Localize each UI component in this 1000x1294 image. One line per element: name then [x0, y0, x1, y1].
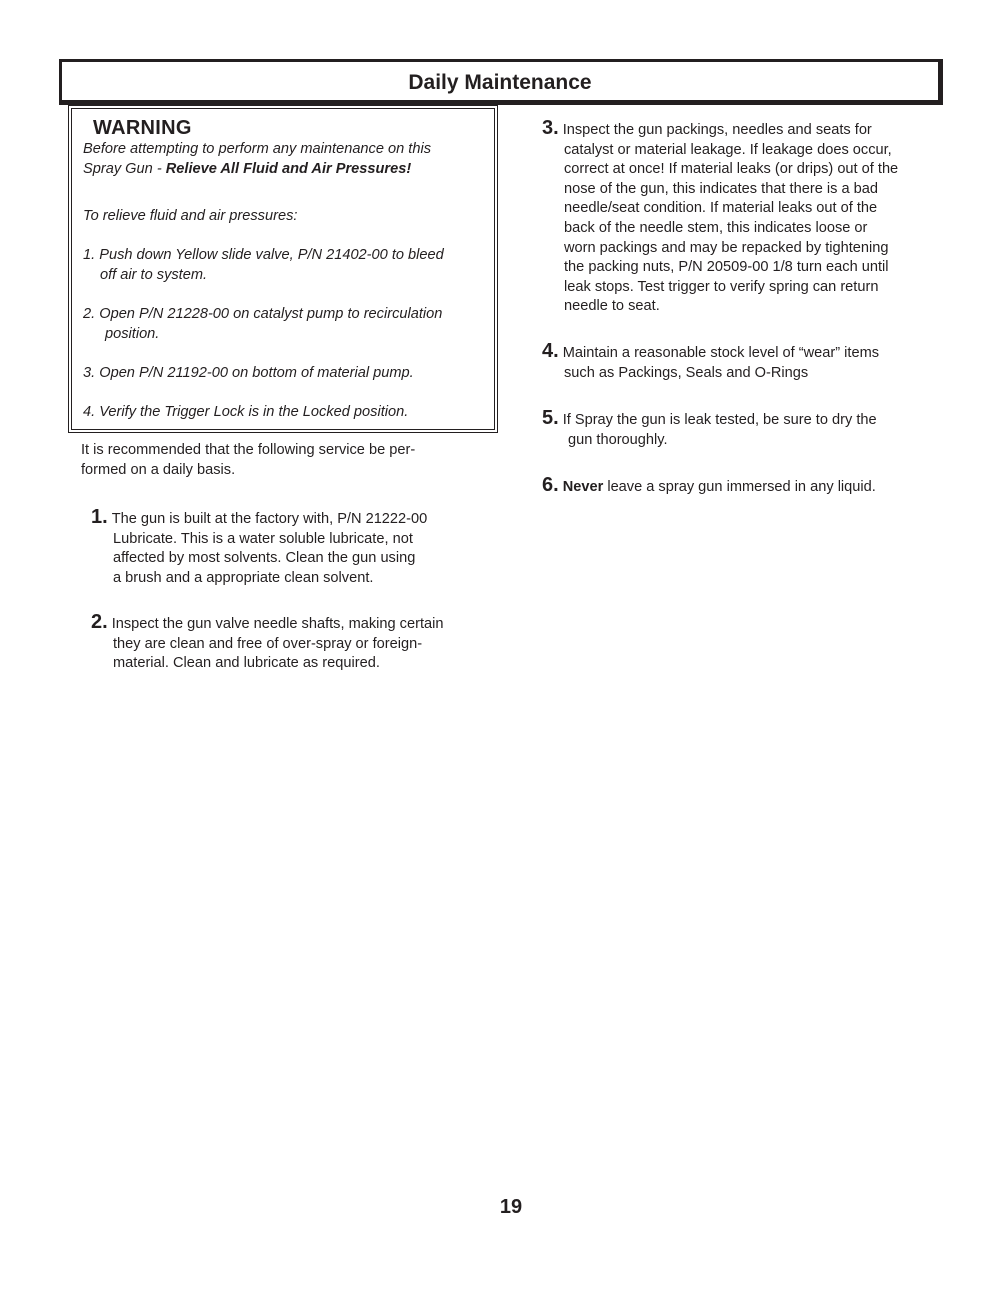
- warning-step-2: [83, 305, 442, 344]
- item-number: 4.: [542, 340, 559, 362]
- maintenance-item-2: [91, 613, 444, 674]
- item-text-line: worn packings and may be repacked by tightening: [564, 239, 889, 256]
- maintenance-item-6: [542, 476, 876, 498]
- item-text-line: Inspect the gun packings, needles and seats for: [562, 122, 872, 138]
- item-text-line: affected by most solvents. Clean the gun using: [113, 550, 416, 567]
- item-text-line: Maintain a reasonable stock level of “wear” items: [562, 345, 880, 361]
- warning-step-1: [83, 246, 444, 285]
- item-text-line: gun thoroughly.: [568, 431, 668, 448]
- item-text-line: Inspect the gun valve needle shafts, making certain: [111, 616, 444, 632]
- warning-step-4: 4. Verify the Trigger Lock is in the Locked position.: [83, 404, 409, 420]
- item-text-line: a brush and a appropriate clean solvent.: [113, 569, 374, 586]
- item-text-line: such as Packings, Seals and O-Rings: [564, 364, 809, 381]
- warning-step-3: 3. Open P/N 21192-00 on bottom of material pump.: [83, 365, 414, 381]
- item-number: 6.: [542, 474, 559, 496]
- item-text-line: they are clean and free of over-spray or foreign-: [113, 635, 423, 652]
- item-number: 3.: [542, 117, 559, 139]
- warning-box: [68, 105, 498, 433]
- warning-intro-emphasis: Relieve All Fluid and Air Pressures!: [165, 160, 412, 177]
- page-title: Daily Maintenance: [408, 71, 592, 94]
- item-text-line: needle to seat.: [564, 298, 660, 315]
- intro-line1: It is recommended that the following service be per-: [81, 442, 416, 458]
- warning-intro-line1: Before attempting to perform any maintenance on this: [83, 141, 432, 157]
- warning-subhead: To relieve fluid and air pressures:: [83, 208, 298, 224]
- page-number: 19: [499, 1196, 523, 1218]
- item-text-line: leak stops. Test trigger to verify spring can return: [564, 278, 879, 295]
- item-text-line: If Spray the gun is leak tested, be sure to dry the: [562, 412, 877, 428]
- maintenance-item-3: [542, 119, 898, 317]
- item-emphasis: Never: [562, 479, 604, 495]
- intro-line2: formed on a daily basis.: [81, 461, 236, 478]
- item-number: 5.: [542, 407, 559, 429]
- warning-step-1-line1: 1. Push down Yellow slide valve, P/N 21402-00 to bleed: [83, 247, 444, 263]
- item-text-line: needle/seat condition. If material leaks out of the: [564, 200, 878, 217]
- warning-intro-prefix: Spray Gun -: [83, 160, 166, 177]
- item-text-line: The gun is built at the factory with, P/N 21222-00: [111, 511, 428, 527]
- maintenance-item-5: [542, 409, 877, 450]
- warning-box-inner: [71, 108, 495, 430]
- item-text-line: material. Clean and lubricate as required.: [113, 655, 380, 672]
- item-text-line: the packing nuts, P/N 20509-00 1/8 turn each until: [564, 259, 889, 276]
- warning-step-2-line1: 2. Open P/N 21228-00 on catalyst pump to recirculation: [83, 306, 443, 322]
- maintenance-item-1: [91, 508, 427, 588]
- warning-step-1-line2: off air to system.: [100, 266, 208, 283]
- item-text-line: correct at once! If material leaks (or drips) out of the: [564, 161, 899, 178]
- item-number: 2.: [91, 611, 108, 633]
- page-title-banner: [59, 59, 943, 105]
- warning-intro: [83, 140, 431, 179]
- intro-paragraph: [81, 441, 481, 480]
- maintenance-item-4: [542, 342, 879, 383]
- warning-step-2-line2: position.: [105, 325, 160, 342]
- item-text-line: Lubricate. This is a water soluble lubricate, not: [113, 530, 413, 547]
- item-number: 1.: [91, 506, 108, 528]
- item-text-line: catalyst or material leakage. If leakage does occur,: [564, 141, 892, 158]
- item-text-line: back of the needle stem, this indicates loose or: [564, 219, 868, 236]
- item-text-line: leave a spray gun immersed in any liquid.: [603, 479, 876, 495]
- item-text-line: nose of the gun, this indicates that there is a bad: [564, 180, 878, 197]
- warning-title: WARNING: [93, 117, 192, 139]
